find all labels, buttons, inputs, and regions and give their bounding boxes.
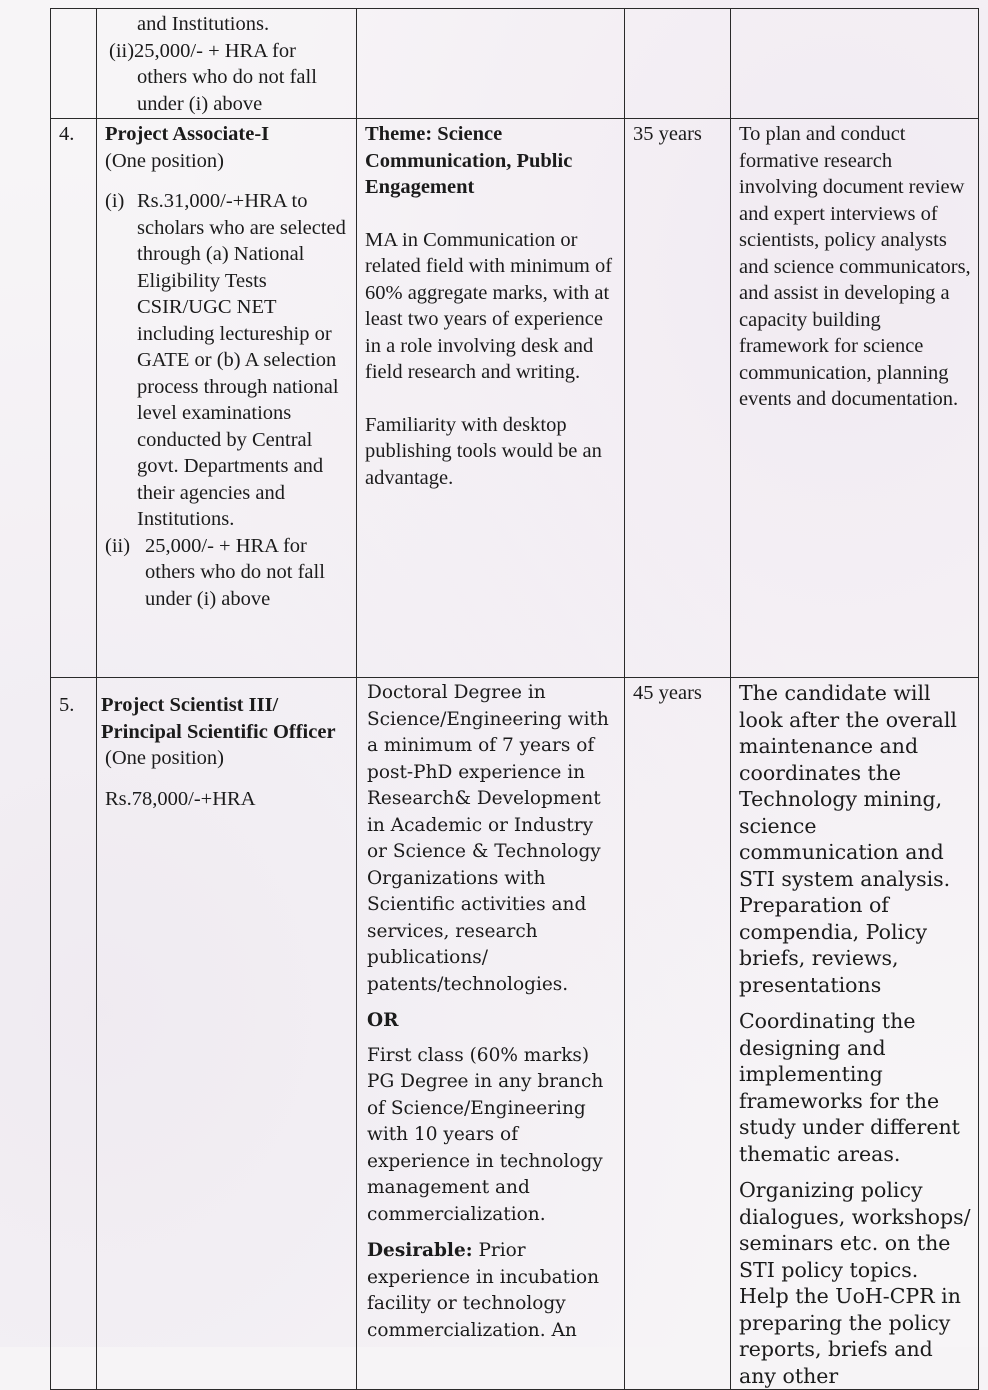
- theme-heading: Theme: Science Communication, Public Engagement: [365, 123, 573, 198]
- table-row-continued: [51, 9, 979, 119]
- cell-duties-5: [731, 678, 979, 1390]
- desirable-label: Desirable:: [367, 1240, 473, 1261]
- pay-text: Rs.78,000/-+HRA: [105, 787, 256, 810]
- pay-line-2: (ii)25,000/- + HRA for: [109, 39, 296, 62]
- table-row-5: [51, 678, 979, 1390]
- cell-age-continued: [625, 9, 731, 119]
- or-label: OR: [367, 1010, 399, 1031]
- pay-option-i-text: Rs.31,000/-+HRA to scholars who are selected through (a) National Eligibility Tests CSIR/UGC NET including lectureship or GATE or (b) A selection process through national level examinations conducted by Central govt. Departments and their agencies and Institutions.: [137, 190, 346, 530]
- pay-option-ii-text: 25,000/- + HRA for others who do not fall under (i) above: [145, 534, 325, 610]
- duties-2: Coordinating the designing and implementing frameworks for the study under different thematic areas.: [739, 1009, 960, 1166]
- duties-3: Organizing policy dialogues, workshops/ seminars etc. on the STI policy topics. Help the UoH-CPR in preparing the policy reports, briefs and any other: [739, 1178, 971, 1388]
- pay-option-i-label: (i): [105, 190, 125, 212]
- cell-sno-4: [51, 119, 97, 678]
- pay-option-ii: [105, 533, 350, 613]
- position-title: Project Associate-I: [105, 123, 270, 145]
- desirable: [367, 1238, 618, 1344]
- cell-age-4: [625, 119, 731, 678]
- cell-qualification-5: [357, 678, 625, 1390]
- position-title: Project Scientist III/ Principal Scientific Officer: [101, 694, 336, 743]
- duties-1: The candidate will look after the overall maintenance and coordinates the Technology mining, science communication and STI system analysis. Preparation of compendia, Policy briefs, reviews, presentations: [739, 681, 957, 997]
- serial-number: 5.: [59, 694, 75, 716]
- cell-duties-4: [731, 119, 979, 678]
- cell-sno-5: [51, 678, 97, 1390]
- cell-age-5: [625, 678, 731, 1390]
- table-row-4: [51, 119, 979, 678]
- cell-pay-continued: [97, 9, 357, 119]
- pay-line-4: under (i) above: [137, 92, 263, 115]
- pay-line-3: others who do not fall: [137, 66, 317, 88]
- cell-duties-continued: [731, 9, 979, 119]
- qualification-b: First class (60% marks) PG Degree in any branch of Science/Engineering with 10 years of experience in technology management and commercialization.: [367, 1044, 604, 1225]
- age-limit: 45 years: [633, 682, 702, 704]
- pay-option-ii-label: (ii): [105, 534, 131, 557]
- position-count: (One position): [105, 747, 224, 769]
- qualification-text: MA in Communication or related field with minimum of 60% aggregate marks, with at least two years of experience in a role involving desk and field research and writing.: [365, 228, 613, 383]
- cell-qualification-4: [357, 119, 625, 678]
- desirable-text: Familiarity with desktop publishing tools would be an advantage.: [365, 413, 602, 489]
- cell-qualification-continued: [357, 9, 625, 119]
- position-count: (One position): [105, 149, 224, 172]
- serial-number: 4.: [59, 123, 75, 145]
- age-limit: 35 years: [633, 123, 702, 145]
- desirable-text: Prior experience in incubation facility or technology commercialization. An: [367, 1240, 600, 1341]
- pay-line-1: and Institutions.: [137, 13, 270, 35]
- cell-position-5: [97, 678, 357, 1390]
- pay-option-i: [105, 188, 350, 533]
- duties-text: To plan and conduct formative research involving document review and expert interviews of scientists, policy analysts and science communicators, and assist in developing a capacity building framework for science communication, planning events and documentation.: [739, 123, 971, 410]
- cell-sno-continued: [51, 9, 97, 119]
- qualification-a: Doctoral Degree in Science/Engineering with a minimum of 7 years of post-PhD experience in Research& Development in Academic or Industry or Science & Technology Organizations with Scientific activities and services, research publications/ patents/technologies.: [367, 682, 609, 995]
- cell-position-4: [97, 119, 357, 678]
- positions-table: [50, 8, 979, 1390]
